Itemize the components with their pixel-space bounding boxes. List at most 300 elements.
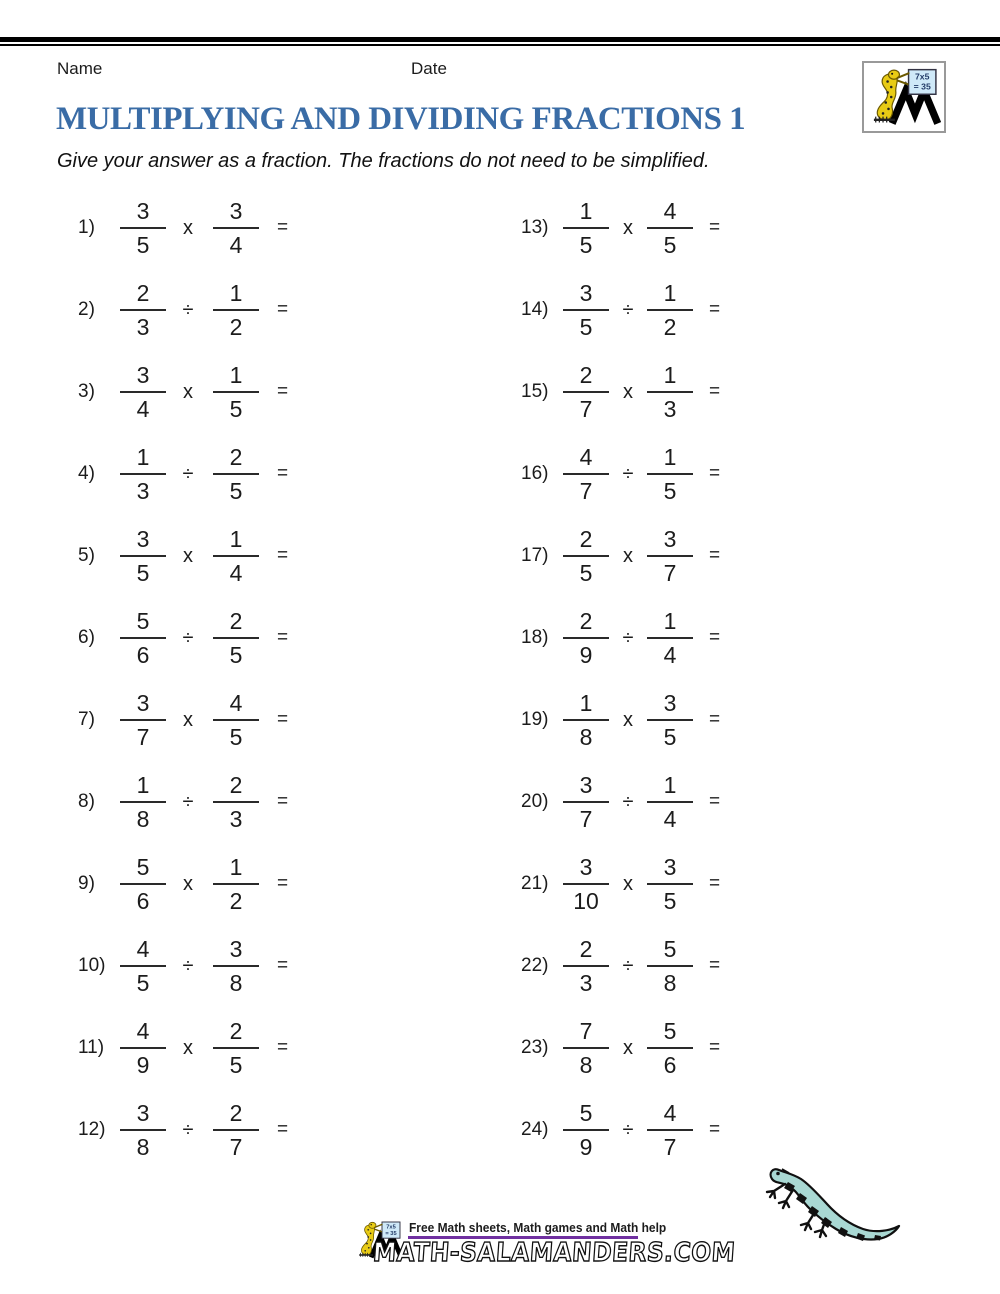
fraction-second	[645, 1101, 695, 1159]
top-rule	[0, 37, 1000, 46]
fraction-first	[118, 937, 168, 995]
denominator: 4	[663, 806, 677, 832]
denominator: 8	[579, 724, 593, 750]
operator-sign: x	[623, 1036, 633, 1059]
numerator: 2	[229, 1018, 243, 1044]
problem-number: 9)	[78, 873, 95, 894]
denominator: 7	[579, 806, 593, 832]
fraction-first	[561, 773, 611, 831]
fraction-bar	[213, 309, 259, 311]
fraction-bar	[213, 719, 259, 721]
fraction-second	[211, 363, 261, 421]
top-rule-thin	[0, 44, 1000, 46]
fraction-second	[211, 691, 261, 749]
problem-number: 23)	[521, 1037, 549, 1058]
name-label: Name	[57, 59, 103, 78]
fraction-first	[561, 527, 611, 585]
numerator: 2	[579, 608, 593, 634]
problem-number: 15)	[521, 381, 549, 402]
fraction-bar	[647, 883, 693, 885]
denominator: 3	[579, 970, 593, 996]
denominator: 7	[229, 1134, 243, 1160]
operator-sign: ÷	[182, 462, 194, 485]
fraction-bar	[120, 1047, 166, 1049]
denominator: 9	[579, 1134, 593, 1160]
fraction-second	[645, 773, 695, 831]
equals-sign: =	[709, 873, 721, 894]
problem-number: 13)	[521, 217, 549, 238]
numerator: 3	[136, 198, 150, 224]
numerator: 5	[663, 936, 677, 962]
operator-sign: x	[183, 544, 193, 567]
fraction-first	[118, 691, 168, 749]
fraction-second	[211, 527, 261, 585]
fraction-bar	[213, 801, 259, 803]
problem-number: 2)	[78, 299, 95, 320]
fraction-second	[211, 1019, 261, 1077]
fraction-bar	[563, 965, 609, 967]
numerator: 2	[579, 936, 593, 962]
numerator: 4	[663, 198, 677, 224]
numerator: 3	[229, 198, 243, 224]
problem-row	[521, 1089, 941, 1171]
numerator: 4	[136, 1018, 150, 1044]
fraction-second	[211, 855, 261, 913]
problem-number: 6)	[78, 627, 95, 648]
problem-number: 1)	[78, 217, 95, 238]
fraction-first	[118, 1019, 168, 1077]
operator-sign: x	[183, 216, 193, 239]
denominator: 6	[136, 888, 150, 914]
problem-row	[521, 597, 941, 679]
fraction-first	[561, 937, 611, 995]
problem-number: 16)	[521, 463, 549, 484]
operator-sign: ÷	[182, 298, 194, 321]
problem-number: 18)	[521, 627, 549, 648]
numerator: 1	[136, 772, 150, 798]
fraction-bar	[213, 473, 259, 475]
fraction-bar	[120, 637, 166, 639]
fraction-bar	[563, 719, 609, 721]
fraction-bar	[213, 1129, 259, 1131]
problem-row	[521, 679, 941, 761]
fraction-second	[645, 527, 695, 585]
denominator: 10	[573, 888, 599, 914]
problem-number: 17)	[521, 545, 549, 566]
denominator: 5	[663, 478, 677, 504]
fraction-bar	[120, 883, 166, 885]
fraction-bar	[120, 965, 166, 967]
denominator: 5	[579, 560, 593, 586]
fraction-bar	[563, 637, 609, 639]
numerator: 1	[229, 280, 243, 306]
fraction-bar	[563, 801, 609, 803]
fraction-bar	[647, 1129, 693, 1131]
problem-number: 22)	[521, 955, 549, 976]
numerator: 4	[663, 1100, 677, 1126]
equals-sign: =	[709, 1119, 721, 1140]
denominator: 5	[229, 396, 243, 422]
operator-sign: x	[183, 1036, 193, 1059]
lizard-icon	[763, 1160, 905, 1256]
denominator: 5	[136, 560, 150, 586]
fraction-bar	[647, 965, 693, 967]
operator-sign: x	[183, 708, 193, 731]
fraction-first	[118, 199, 168, 257]
problem-row	[78, 1089, 498, 1171]
fraction-first	[561, 1019, 611, 1077]
denominator: 4	[229, 232, 243, 258]
fraction-second	[645, 855, 695, 913]
fraction-bar	[563, 309, 609, 311]
problem-number: 21)	[521, 873, 549, 894]
denominator: 7	[579, 478, 593, 504]
problem-row	[521, 925, 941, 1007]
equals-sign: =	[277, 873, 289, 894]
footer-tagline: Free Math sheets, Math games and Math help	[409, 1220, 667, 1235]
numerator: 3	[663, 854, 677, 880]
numerator: 3	[136, 526, 150, 552]
denominator: 2	[229, 888, 243, 914]
equals-sign: =	[709, 955, 721, 976]
equals-sign: =	[709, 217, 721, 238]
fraction-first	[118, 527, 168, 585]
problem-row	[521, 433, 941, 515]
fraction-second	[645, 691, 695, 749]
fraction-bar	[213, 883, 259, 885]
fraction-bar	[647, 473, 693, 475]
numerator: 2	[579, 526, 593, 552]
problem-row	[521, 351, 941, 433]
numerator: 1	[229, 854, 243, 880]
numerator: 3	[136, 362, 150, 388]
operator-sign: ÷	[622, 954, 634, 977]
fraction-first	[561, 281, 611, 339]
fraction-bar	[120, 391, 166, 393]
denominator: 4	[663, 642, 677, 668]
fraction-second	[645, 363, 695, 421]
equals-sign: =	[709, 1037, 721, 1058]
fraction-bar	[647, 801, 693, 803]
equals-sign: =	[277, 791, 289, 812]
problems-column-right	[521, 187, 941, 1171]
problem-row	[78, 1007, 498, 1089]
numerator: 3	[663, 690, 677, 716]
numerator: 3	[579, 280, 593, 306]
operator-sign: ÷	[622, 626, 634, 649]
operator-sign: x	[183, 380, 193, 403]
fraction-first	[561, 691, 611, 749]
numerator: 2	[229, 772, 243, 798]
fraction-bar	[120, 473, 166, 475]
denominator: 5	[229, 642, 243, 668]
denominator: 5	[229, 1052, 243, 1078]
numerator: 1	[663, 280, 677, 306]
problem-number: 4)	[78, 463, 95, 484]
fraction-bar	[647, 309, 693, 311]
fraction-second	[211, 937, 261, 995]
problem-row	[521, 843, 941, 925]
numerator: 2	[579, 362, 593, 388]
numerator: 3	[136, 1100, 150, 1126]
fraction-bar	[647, 227, 693, 229]
fraction-bar	[563, 391, 609, 393]
operator-sign: ÷	[182, 626, 194, 649]
denominator: 3	[136, 478, 150, 504]
denominator: 9	[579, 642, 593, 668]
equals-sign: =	[277, 1037, 289, 1058]
equals-sign: =	[277, 217, 289, 238]
operator-sign: x	[623, 216, 633, 239]
fraction-bar	[647, 1047, 693, 1049]
problem-row	[78, 761, 498, 843]
equals-sign: =	[277, 299, 289, 320]
problem-number: 7)	[78, 709, 95, 730]
fraction-first	[561, 855, 611, 913]
problem-row	[521, 1007, 941, 1089]
logo-mascot-icon	[867, 66, 941, 128]
problem-row	[521, 269, 941, 351]
operator-sign: ÷	[182, 954, 194, 977]
equals-sign: =	[277, 545, 289, 566]
operator-sign: ÷	[182, 1118, 194, 1141]
problem-row	[521, 515, 941, 597]
numerator: 2	[229, 608, 243, 634]
denominator: 3	[229, 806, 243, 832]
fraction-bar	[120, 555, 166, 557]
denominator: 7	[663, 560, 677, 586]
operator-sign: x	[183, 872, 193, 895]
numerator: 2	[136, 280, 150, 306]
fraction-second	[645, 609, 695, 667]
denominator: 8	[136, 1134, 150, 1160]
fraction-first	[118, 445, 168, 503]
numerator: 7	[579, 1018, 593, 1044]
fraction-bar	[563, 473, 609, 475]
fraction-second	[211, 199, 261, 257]
equals-sign: =	[277, 381, 289, 402]
numerator: 1	[579, 690, 593, 716]
fraction-bar	[213, 391, 259, 393]
problem-row	[78, 187, 498, 269]
denominator: 7	[579, 396, 593, 422]
operator-sign: ÷	[622, 462, 634, 485]
fraction-bar	[120, 801, 166, 803]
equals-sign: =	[277, 627, 289, 648]
problem-row	[78, 515, 498, 597]
fraction-bar	[120, 719, 166, 721]
numerator: 3	[579, 854, 593, 880]
fraction-bar	[213, 227, 259, 229]
fraction-bar	[647, 719, 693, 721]
problem-row	[78, 269, 498, 351]
numerator: 3	[136, 690, 150, 716]
denominator: 9	[136, 1052, 150, 1078]
operator-sign: x	[623, 872, 633, 895]
problem-number: 12)	[78, 1119, 106, 1140]
denominator: 4	[229, 560, 243, 586]
fraction-second	[645, 199, 695, 257]
numerator: 4	[579, 444, 593, 470]
fraction-first	[118, 363, 168, 421]
denominator: 2	[229, 314, 243, 340]
fraction-second	[211, 609, 261, 667]
operator-sign: ÷	[182, 790, 194, 813]
numerator: 1	[663, 444, 677, 470]
problem-row	[521, 187, 941, 269]
fraction-second	[211, 281, 261, 339]
fraction-second	[645, 445, 695, 503]
fraction-second	[211, 773, 261, 831]
problem-number: 5)	[78, 545, 95, 566]
problem-row	[78, 351, 498, 433]
problem-row	[78, 843, 498, 925]
fraction-first	[118, 609, 168, 667]
numerator: 5	[579, 1100, 593, 1126]
numerator: 5	[136, 854, 150, 880]
operator-sign: x	[623, 380, 633, 403]
fraction-first	[118, 855, 168, 913]
denominator: 5	[663, 232, 677, 258]
denominator: 5	[229, 724, 243, 750]
denominator: 8	[579, 1052, 593, 1078]
numerator: 2	[229, 1100, 243, 1126]
problem-row	[78, 597, 498, 679]
fraction-second	[645, 281, 695, 339]
operator-sign: ÷	[622, 298, 634, 321]
denominator: 5	[663, 724, 677, 750]
fraction-bar	[213, 1047, 259, 1049]
denominator: 8	[663, 970, 677, 996]
problem-number: 10)	[78, 955, 106, 976]
fraction-bar	[120, 309, 166, 311]
denominator: 3	[136, 314, 150, 340]
fraction-first	[118, 1101, 168, 1159]
problem-number: 20)	[521, 791, 549, 812]
problem-number: 24)	[521, 1119, 549, 1140]
fraction-first	[561, 363, 611, 421]
equals-sign: =	[709, 709, 721, 730]
fraction-first	[561, 199, 611, 257]
denominator: 6	[663, 1052, 677, 1078]
denominator: 7	[136, 724, 150, 750]
fraction-first	[118, 773, 168, 831]
problem-row	[521, 761, 941, 843]
denominator: 5	[663, 888, 677, 914]
equals-sign: =	[709, 545, 721, 566]
numerator: 4	[229, 690, 243, 716]
equals-sign: =	[709, 381, 721, 402]
problem-number: 14)	[521, 299, 549, 320]
problem-number: 19)	[521, 709, 549, 730]
numerator: 1	[136, 444, 150, 470]
numerator: 3	[229, 936, 243, 962]
denominator: 4	[136, 396, 150, 422]
numerator: 4	[136, 936, 150, 962]
problem-number: 11)	[78, 1037, 105, 1058]
numerator: 5	[136, 608, 150, 634]
problem-row	[78, 925, 498, 1007]
fraction-first	[118, 281, 168, 339]
equals-sign: =	[709, 791, 721, 812]
denominator: 5	[229, 478, 243, 504]
problem-number: 8)	[78, 791, 95, 812]
numerator: 1	[663, 772, 677, 798]
problem-row	[78, 433, 498, 515]
numerator: 1	[663, 362, 677, 388]
denominator: 8	[229, 970, 243, 996]
fraction-bar	[563, 1129, 609, 1131]
operator-sign: x	[623, 544, 633, 567]
equals-sign: =	[709, 627, 721, 648]
operator-sign: ÷	[622, 790, 634, 813]
denominator: 5	[579, 232, 593, 258]
fraction-bar	[647, 555, 693, 557]
denominator: 2	[663, 314, 677, 340]
fraction-second	[211, 445, 261, 503]
denominator: 7	[663, 1134, 677, 1160]
equals-sign: =	[277, 1119, 289, 1140]
site-logo	[862, 61, 946, 133]
equals-sign: =	[277, 709, 289, 730]
fraction-bar	[563, 555, 609, 557]
numerator: 1	[229, 362, 243, 388]
fraction-bar	[120, 227, 166, 229]
denominator: 8	[136, 806, 150, 832]
equals-sign: =	[709, 299, 721, 320]
fraction-second	[645, 937, 695, 995]
fraction-bar	[563, 883, 609, 885]
fraction-first	[561, 445, 611, 503]
equals-sign: =	[709, 463, 721, 484]
problem-number: 3)	[78, 381, 95, 402]
fraction-bar	[563, 227, 609, 229]
footer-wordmark: MATH-SALAMANDERS.COM	[371, 1238, 737, 1268]
fraction-bar	[213, 555, 259, 557]
operator-sign: ÷	[622, 1118, 634, 1141]
fraction-second	[211, 1101, 261, 1159]
numerator: 1	[579, 198, 593, 224]
fraction-first	[561, 609, 611, 667]
denominator: 5	[136, 970, 150, 996]
numerator: 3	[663, 526, 677, 552]
numerator: 5	[663, 1018, 677, 1044]
numerator: 3	[579, 772, 593, 798]
numerator: 2	[229, 444, 243, 470]
numerator: 1	[229, 526, 243, 552]
fraction-bar	[120, 1129, 166, 1131]
top-rule-thick	[0, 37, 1000, 42]
fraction-second	[645, 1019, 695, 1077]
date-label: Date	[411, 59, 447, 78]
fraction-bar	[647, 637, 693, 639]
denominator: 6	[136, 642, 150, 668]
equals-sign: =	[277, 463, 289, 484]
denominator: 5	[136, 232, 150, 258]
fraction-bar	[213, 637, 259, 639]
denominator: 5	[579, 314, 593, 340]
numerator: 1	[663, 608, 677, 634]
fraction-first	[561, 1101, 611, 1159]
fraction-bar	[563, 1047, 609, 1049]
fraction-bar	[647, 391, 693, 393]
page-title: MULTIPLYING AND DIVIDING FRACTIONS 1	[56, 101, 746, 137]
fraction-bar	[213, 965, 259, 967]
operator-sign: x	[623, 708, 633, 731]
denominator: 3	[663, 396, 677, 422]
problem-row	[78, 679, 498, 761]
instruction-text: Give your answer as a fraction. The fractions do not need to be simplified.	[57, 150, 710, 172]
